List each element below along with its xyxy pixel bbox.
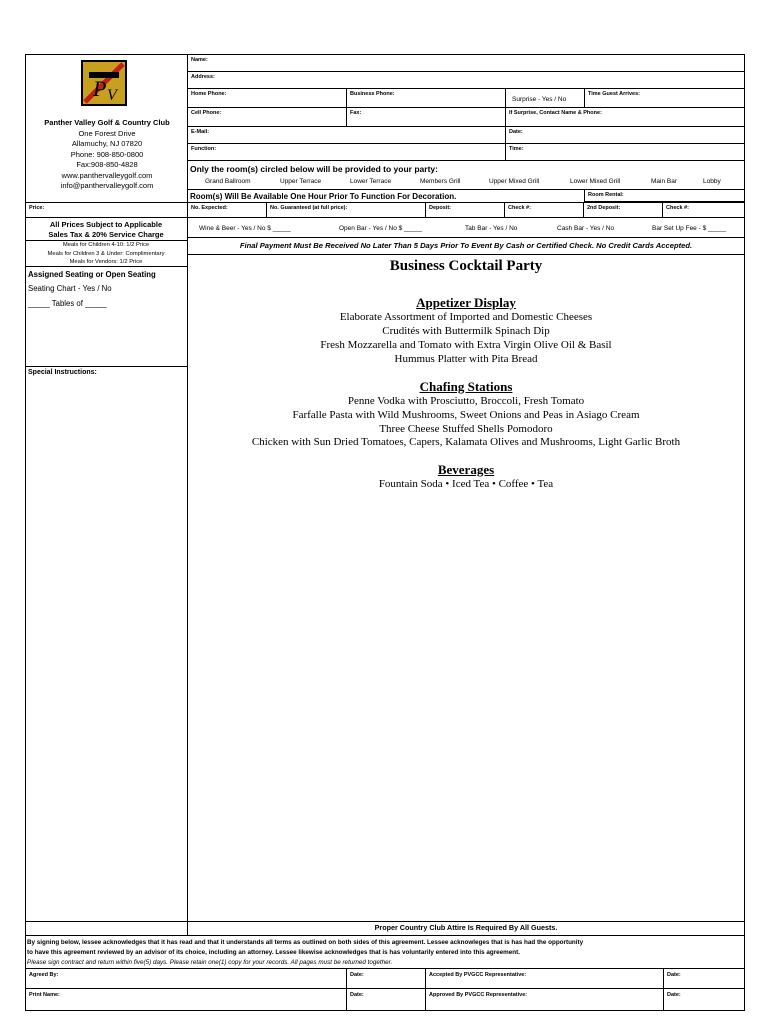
- date-4-label: Date:: [667, 992, 681, 998]
- date-field[interactable]: [505, 126, 745, 144]
- date-1-field[interactable]: [346, 968, 426, 989]
- agreement-line-3: Please sign contract and return within five(5) days. Please retain one(1) copy for your records. All pages must be returned together.: [27, 959, 393, 966]
- club-info: [27, 118, 187, 192]
- accepted-by-label: Accepted By PVGCC Representative:: [429, 972, 527, 978]
- club-email[interactable]: info@panthervalleygolf.com: [60, 181, 154, 190]
- prices-line-1: All Prices Subject to Applicable: [49, 220, 163, 229]
- meals-vendors: Meals for Vendors: 1/2 Price: [69, 259, 143, 265]
- seating-bottom-divider: [25, 366, 188, 367]
- menu-item: Crudités with Buttermilk Spinach Dip: [382, 325, 550, 337]
- room-grand-ballroom[interactable]: Grand Ballroom: [205, 178, 251, 185]
- open-bar-option[interactable]: Open Bar - Yes / No $ _____: [339, 225, 423, 232]
- address-field[interactable]: [187, 71, 745, 89]
- second-deposit-label: 2nd Deposit:: [587, 205, 621, 211]
- deposit-label: Deposit:: [429, 205, 451, 211]
- pricing-notes: [27, 220, 185, 240]
- attire-divider: [25, 921, 745, 922]
- club-website[interactable]: www.panthervalleygolf.com: [61, 170, 153, 180]
- bar-setup-fee[interactable]: Bar Set Up Fee - $ _____: [652, 225, 727, 232]
- club-address-2: Allamuchy, NJ 07820: [71, 139, 143, 148]
- cell-phone-field[interactable]: [187, 107, 347, 127]
- fax-field[interactable]: [346, 107, 506, 127]
- approved-by-label: Approved By PVGCC Representative:: [429, 992, 528, 998]
- meals-children-3-under: Meals for Children 3 & Under: Complimentary: [47, 250, 165, 257]
- agreed-by-label: Agreed By:: [29, 972, 59, 978]
- time-guest-arrives-label: Time Guest Arrives:: [588, 91, 640, 97]
- no-guaranteed-label: No. Guaranteed (at full price):: [270, 205, 348, 211]
- function-field[interactable]: [187, 143, 506, 161]
- date-3-field[interactable]: [346, 988, 426, 1011]
- menu-item: Fresh Mozzarella and Tomato with Extra Virgin Olive Oil & Basil: [320, 339, 612, 351]
- address-label: Address:: [191, 74, 215, 80]
- menu-item: Fountain Soda • Iced Tea • Coffee • Tea: [378, 478, 554, 490]
- meal-notes: [27, 241, 185, 267]
- payment-notice: Final Payment Must Be Received No Later Than 5 Days Prior To Event By Cash or Certified Check. No Credit Cards Accepted.: [239, 241, 693, 250]
- room-rental-label: Room Rental:: [588, 192, 624, 198]
- room-lobby[interactable]: Lobby: [703, 178, 721, 185]
- wine-beer-option[interactable]: Wine & Beer - Yes / No $ _____: [199, 225, 291, 232]
- surprise-contact-field[interactable]: [505, 107, 745, 127]
- menu-item: Three Cheese Stuffed Shells Pomodoro: [379, 423, 553, 435]
- print-name-field[interactable]: [25, 988, 347, 1011]
- room-upper-mixed-grill[interactable]: Upper Mixed Grill: [489, 178, 540, 185]
- rooms-availability: Room(s) Will Be Available One Hour Prior To Function For Decoration.: [190, 192, 457, 201]
- room-upper-terrace[interactable]: Upper Terrace: [280, 178, 322, 185]
- tab-bar-option[interactable]: Tab Bar - Yes / No: [465, 225, 518, 232]
- email-label: E-Mail:: [191, 129, 210, 135]
- menu-item: Hummus Platter with Pita Bread: [394, 353, 538, 365]
- time-field[interactable]: [505, 143, 745, 161]
- menu-item: Farfalle Pasta with Wild Mushrooms, Sweet Onions and Peas in Asiago Cream: [292, 409, 640, 421]
- name-field[interactable]: [187, 54, 745, 72]
- time-guest-arrives-field[interactable]: [584, 88, 745, 108]
- price-field[interactable]: [25, 202, 188, 218]
- price-label: Price:: [29, 205, 45, 211]
- seating-chart[interactable]: [28, 284, 112, 293]
- check-2-field[interactable]: [662, 202, 745, 218]
- room-lower-mixed-grill[interactable]: Lower Mixed Grill: [570, 178, 621, 185]
- seating-tables[interactable]: _____ Tables of _____: [28, 299, 107, 308]
- home-phone-field[interactable]: [187, 88, 347, 108]
- check-1-label: Check #:: [508, 205, 531, 211]
- rooms-heading: Only the room(s) circled below will be provided to your party:: [190, 164, 438, 174]
- svg-text:P: P: [93, 76, 107, 101]
- chafing-heading: Chafing Stations: [419, 379, 513, 394]
- cell-phone-label: Cell Phone:: [191, 110, 222, 116]
- check-1-field[interactable]: [504, 202, 584, 218]
- name-label: Name:: [191, 57, 208, 63]
- attire-notice: Proper Country Club Attire Is Required By All Guests.: [374, 923, 558, 932]
- deposit-field[interactable]: [425, 202, 505, 218]
- payment-divider: [187, 254, 745, 255]
- date-1-label: Date:: [350, 972, 364, 978]
- no-guaranteed-field[interactable]: [266, 202, 426, 218]
- agreement-text: [27, 938, 743, 968]
- room-rental-field[interactable]: [584, 189, 745, 202]
- club-address-1: One Forest Drive: [78, 128, 136, 138]
- business-phone-label: Business Phone:: [350, 91, 395, 97]
- email-field[interactable]: [187, 126, 506, 144]
- seating-chart-label: Seating Chart - Yes / No: [28, 284, 112, 293]
- surprise-field[interactable]: [505, 88, 585, 108]
- attire-bottom-divider: [25, 935, 745, 936]
- appetizer-heading: Appetizer Display: [416, 295, 516, 310]
- print-name-label: Print Name:: [29, 992, 60, 998]
- menu-item: Elaborate Assortment of Imported and Domestic Cheeses: [339, 311, 593, 323]
- business-phone-field[interactable]: [346, 88, 506, 108]
- fax-label: Fax:: [350, 110, 362, 116]
- menu-title: Business Cocktail Party: [389, 258, 543, 274]
- beverages-heading: Beverages: [437, 462, 495, 477]
- approved-by-field[interactable]: [425, 988, 664, 1011]
- svg-text:V: V: [107, 87, 117, 104]
- date-2-field[interactable]: [663, 968, 745, 989]
- surprise-contact-label: If Surprise, Contact Name & Phone:: [509, 110, 602, 116]
- seating-title: Assigned Seating or Open Seating: [28, 270, 156, 279]
- menu-item: Chicken with Sun Dried Tomatoes, Capers, Kalamata Olives and Mushrooms, Light Garlic Broth: [251, 436, 681, 448]
- date-2-label: Date:: [667, 972, 681, 978]
- agreed-by-field[interactable]: [25, 968, 347, 989]
- room-members-grill[interactable]: Members Grill: [420, 178, 461, 185]
- bar-divider: [187, 237, 745, 238]
- room-lower-terrace[interactable]: Lower Terrace: [350, 178, 392, 185]
- agreement-line-1: By signing below, lessee acknowledges that it has read and that it understands all terms as outlined on both sides of this agreement. Lessee acknowleges that is has had the opportunity: [27, 939, 584, 946]
- home-phone-label: Home Phone:: [191, 91, 227, 97]
- prices-line-2: Sales Tax & 20% Service Charge: [48, 230, 164, 239]
- date-3-label: Date:: [350, 992, 364, 998]
- no-expected-field[interactable]: [187, 202, 267, 218]
- agreement-line-2: to have this agreement reviewed by an advisor of its choice, including an attorney. Lessee likewise acknowledges that is has voluntarily entered into this agreement.: [27, 949, 520, 956]
- club-logo: [81, 60, 127, 106]
- accepted-by-field[interactable]: [425, 968, 664, 989]
- special-instructions-label: Special Instructions:: [28, 369, 97, 376]
- club-name: Panther Valley Golf & Country Club: [44, 118, 170, 127]
- bar-options: [187, 225, 745, 237]
- surprise-label: Surprise - Yes / No: [512, 96, 567, 103]
- check-2-label: Check #:: [666, 205, 689, 211]
- meals-children-4-10: Meals for Children 4-10: 1/2 Price: [62, 242, 150, 248]
- cash-bar-option[interactable]: Cash Bar - Yes / No: [557, 225, 615, 232]
- date-4-field[interactable]: [663, 988, 745, 1011]
- room-main-bar[interactable]: Main Bar: [651, 178, 678, 185]
- second-deposit-field[interactable]: [583, 202, 663, 218]
- no-expected-label: No. Expected:: [191, 205, 228, 211]
- time-label: Time:: [509, 146, 524, 152]
- date-label: Date:: [509, 129, 523, 135]
- menu-item: Penne Vodka with Prosciutto, Broccoli, Fresh Tomato: [347, 395, 585, 407]
- seating-top-divider: [25, 266, 188, 267]
- function-label: Function:: [191, 146, 217, 152]
- club-phone: Phone: 908-850-0800: [70, 149, 144, 159]
- club-fax: Fax:908-850-4828: [76, 160, 138, 169]
